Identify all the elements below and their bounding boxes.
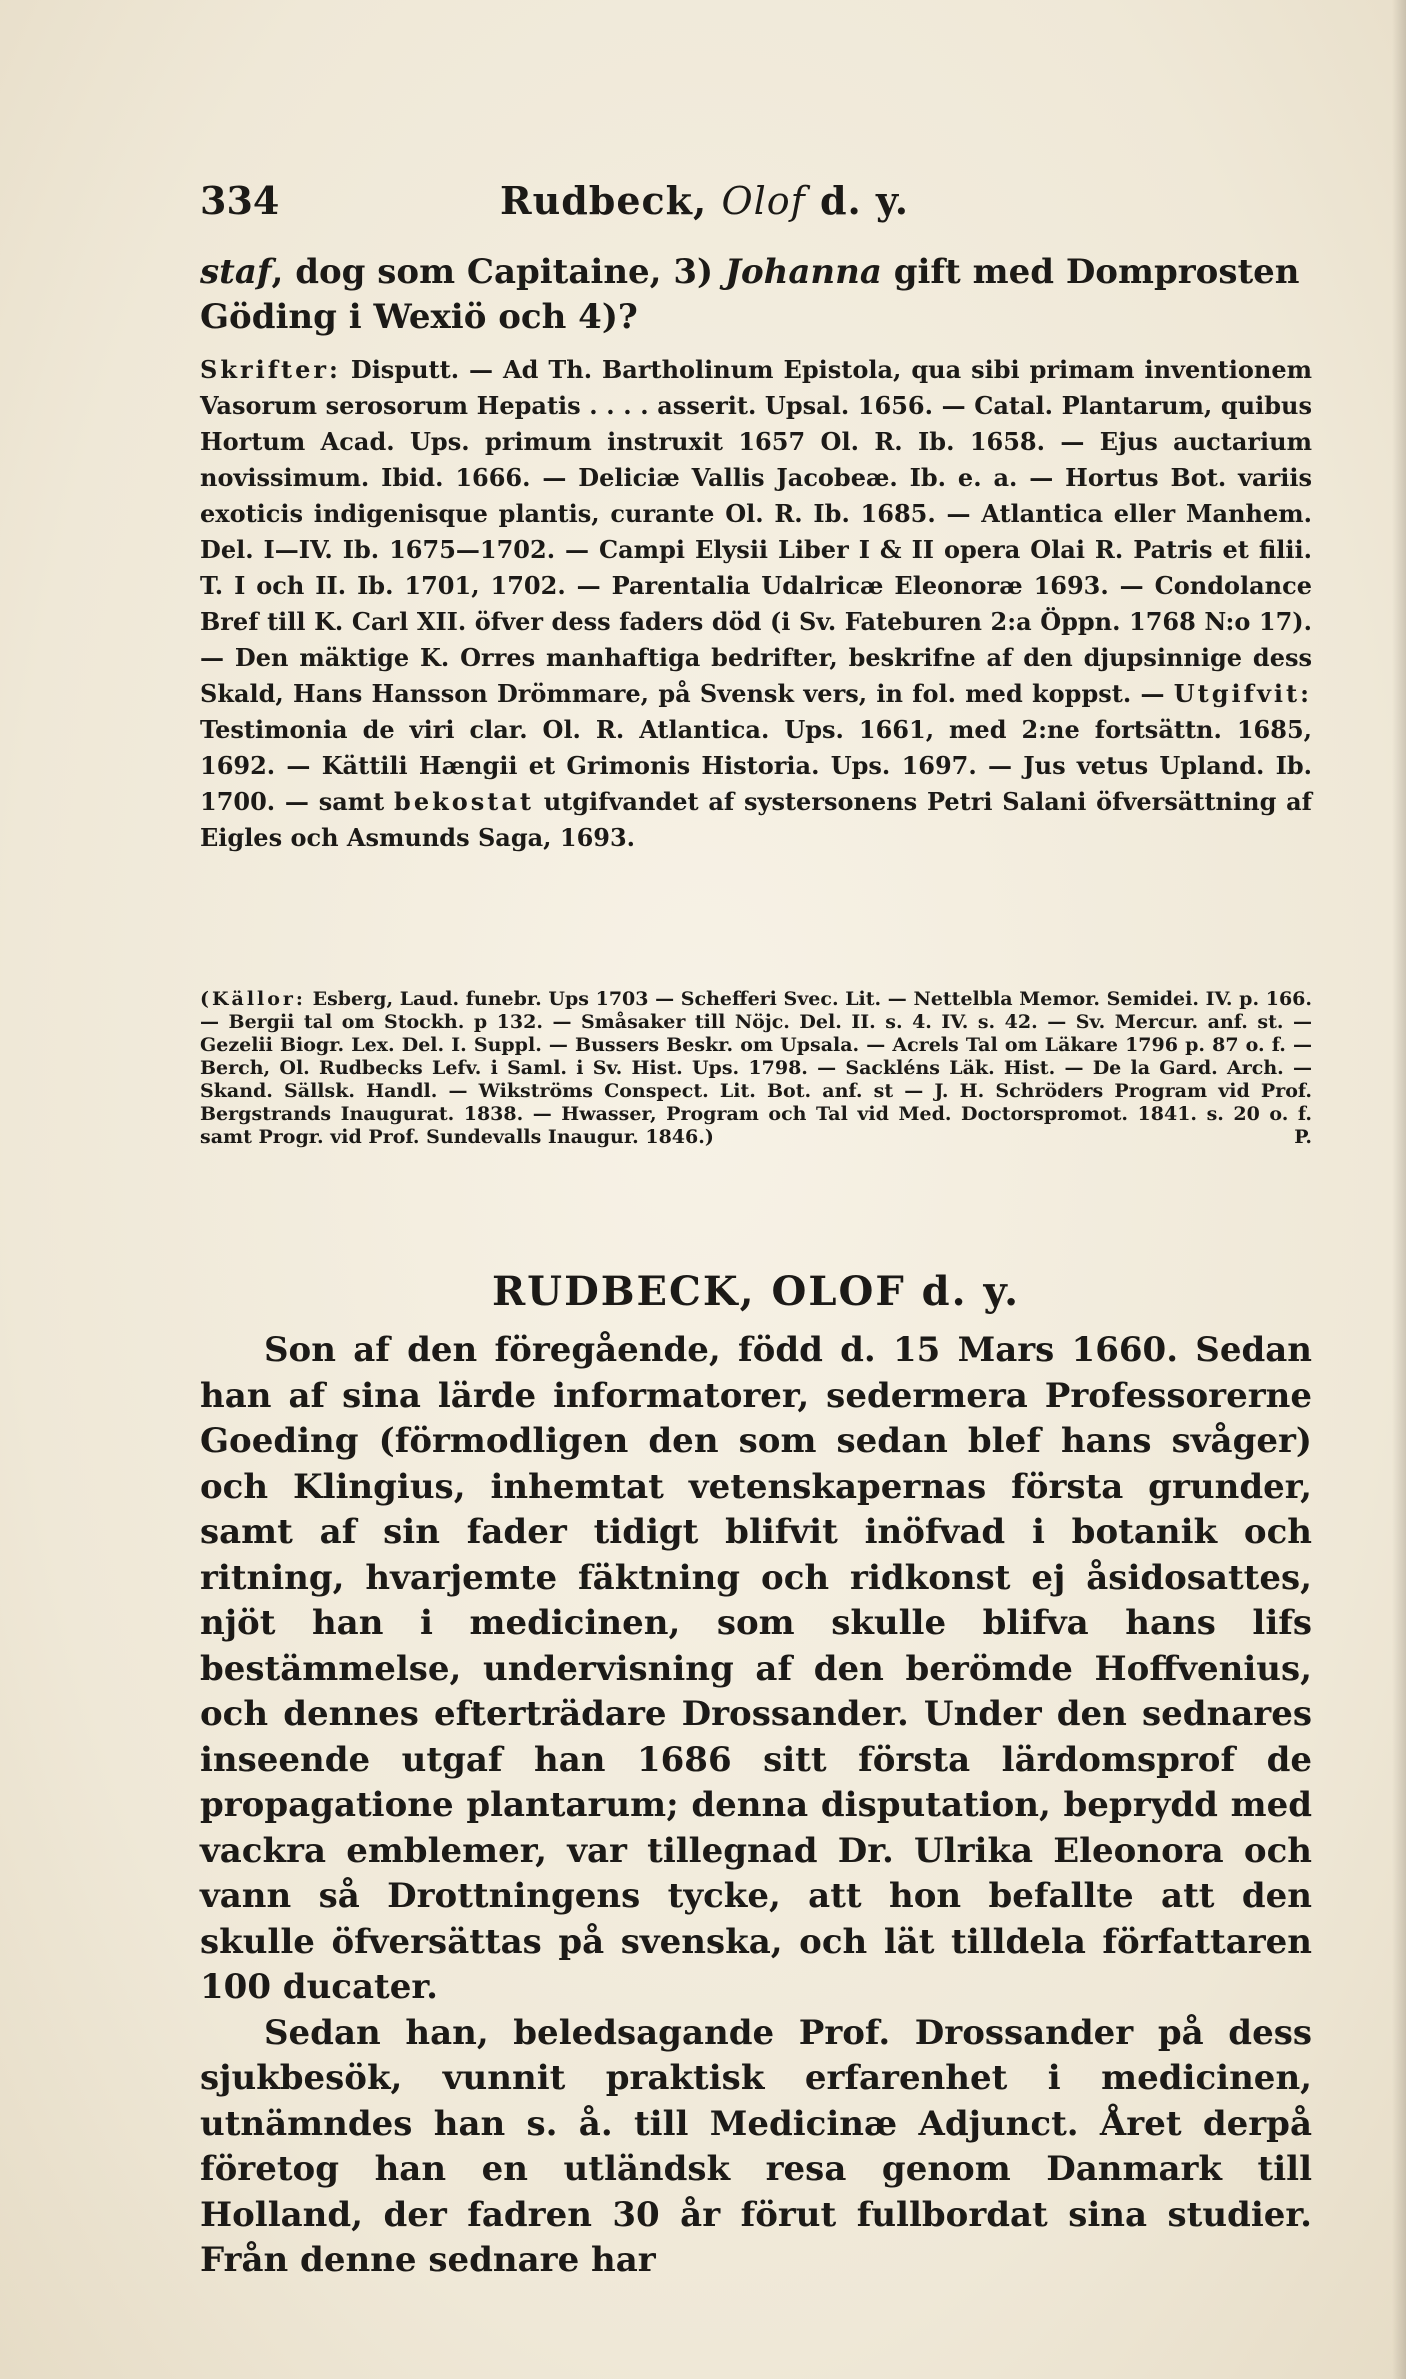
article-paragraph-2: Sedan han, beledsagande Prof. Drossander på dess sjukbesök, vunnit praktisk erfarenhet i medicinen, utnämndes han s. å. till Medicinæ Adjunct. Året derpå företog han en utländsk resa genom Danmark till Holland, der fadren 30 år förut fullbordat sina studier. Från denne sednare har <box>200 2012 1312 2280</box>
running-header <box>200 178 990 228</box>
intro-text-2: gift med Domprosten Göding i Wexiö och 4)? <box>200 252 1300 337</box>
sources-section <box>200 988 1312 1149</box>
running-title-first: Olof <box>721 179 806 223</box>
intro-continuation <box>200 250 1312 340</box>
article-body <box>200 1328 1312 2284</box>
page-number: 334 <box>200 178 280 223</box>
intro-text-1: , dog som Capitaine, 3) <box>271 252 725 292</box>
running-title-suffix: d. y. <box>819 178 909 223</box>
page-edge-shadow <box>1392 0 1406 2379</box>
article-heading: RUDBECK, OLOF d. y. <box>491 1268 1021 1315</box>
intro-word: staf <box>200 252 272 292</box>
running-title <box>500 178 909 223</box>
published-text: Testimonia de viri clar. Ol. R. Atlantica. Ups. 1661, med 2:ne fortsättn. 1685, 1692. — Kättili Hængii et Grimonis Historia. Ups. 1697. — Jus vetus Upland. Ib. 1700. — samt <box>200 715 1312 816</box>
sources-text: Esberg, Laud. funebr. Ups 1703 — Schefferi Svec. Lit. — Nettelbla Memor. Semidei. IV. p. 166. — Bergii tal om Stockh. p 132. — Småsaker till Nöjc. Del. II. s. 4. IV. s. 42. — Sv. Mercur. anf. st. — Gezelii Biogr. Lex. Del. I. Suppl. — Bussers Beskr. om Upsala. — Acrels Tal om Läkare 1796 p. 87 o. f. — Berch, Ol. Rudbecks Lefv. i Saml. i Sv. Hist. Ups. 1798. — Sackléns Läk. Hist. — De la Gard. Arch. — Skand. Sällsk. Handl. — Wikströms Conspect. Lit. Bot. anf. st — J. H. Schröders Program vid Prof. Bergstrands Inaugurat. 1838. — Hwasser, Program och Tal vid Med. Doctorspromot. 1841. s. 20 o. f. samt Progr. vid Prof. Sundevalls Inaugur. 1846.) <box>200 988 1312 1148</box>
article-paragraph-1: Son af den föregående, född d. 15 Mars 1660. Sedan han af sina lärde informatorer, sedermera Professorerne Goeding (förmodligen den som sedan blef hans svåger) och Klingius, inhemtat vetenskapernas första grunder, samt af sin fader tidigt blifvit inöfvad i botanik och ritning, hvarjemte fäktning och ridkonst ej åsidosattes, njöt han i medicinen, som skulle blifva hans lifs bestämmelse, undervisning af den berömde Hoffvenius, och dennes efterträdare Drossander. Under den sednares inseende utgaf han 1686 sitt första lärdomsprof de propagatione plantarum; denna disputation, beprydd med vackra emblemer, var tillegnad Dr. Ulrika Eleonora och vann så Drottningens tycke, att hon befallte att den skulle öfversättas på svenska, och lät tilldela författaren 100 ducater. <box>200 1330 1312 2007</box>
writings-text: Disputt. — Ad Th. Bartholinum Epistola, qua sibi primam inventionem Vasorum serosorum Hepatis . . . . asserit. Upsal. 1656. — Catal. Plantarum, quibus Hortum Acad. Ups. primum instruxit 1657 Ol. R. Ib. 1658. — Ejus auctarium novissimum. Ibid. 1666. — Deliciæ Vallis Jacobeæ. Ib. e. a. — Hortus Bot. variis exoticis indigenisque plantis, curante Ol. R. Ib. 1685. — Atlantica eller Manhem. Del. I—IV. Ib. 1675—1702. — Campi Elysii Liber I & II opera Olai R. Patris et filii. T. I och II. Ib. 1701, 1702. — Parentalia Udalricæ Eleonoræ 1693. — Condolance Bref till K. Carl XII. öfver dess faders död (i Sv. Fateburen 2:a Öppn. 1768 N:o 17). — Den mäktige K. Orres manhaftiga bedrifter, beskrifne af den djupsinnige dess Skald, Hans Hansson Drömmare, på Svensk vers, in fol. med koppst. — <box>200 355 1312 708</box>
published-label: Utgifvit: <box>1173 679 1312 708</box>
funded-label: bekostat <box>394 787 534 816</box>
author-signature: P. <box>1294 1126 1312 1148</box>
sources-label: (Källor: <box>200 988 306 1010</box>
running-title-name: Rudbeck, <box>500 178 708 223</box>
writings-section <box>200 352 1312 856</box>
intro-name: Johanna <box>724 252 882 292</box>
writings-label: Skrifter: <box>200 355 341 384</box>
funded-text: utgifvandet af systersonens Petri Salani öfversättning af Eigles och Asmunds Saga, 1693. <box>200 787 1313 852</box>
